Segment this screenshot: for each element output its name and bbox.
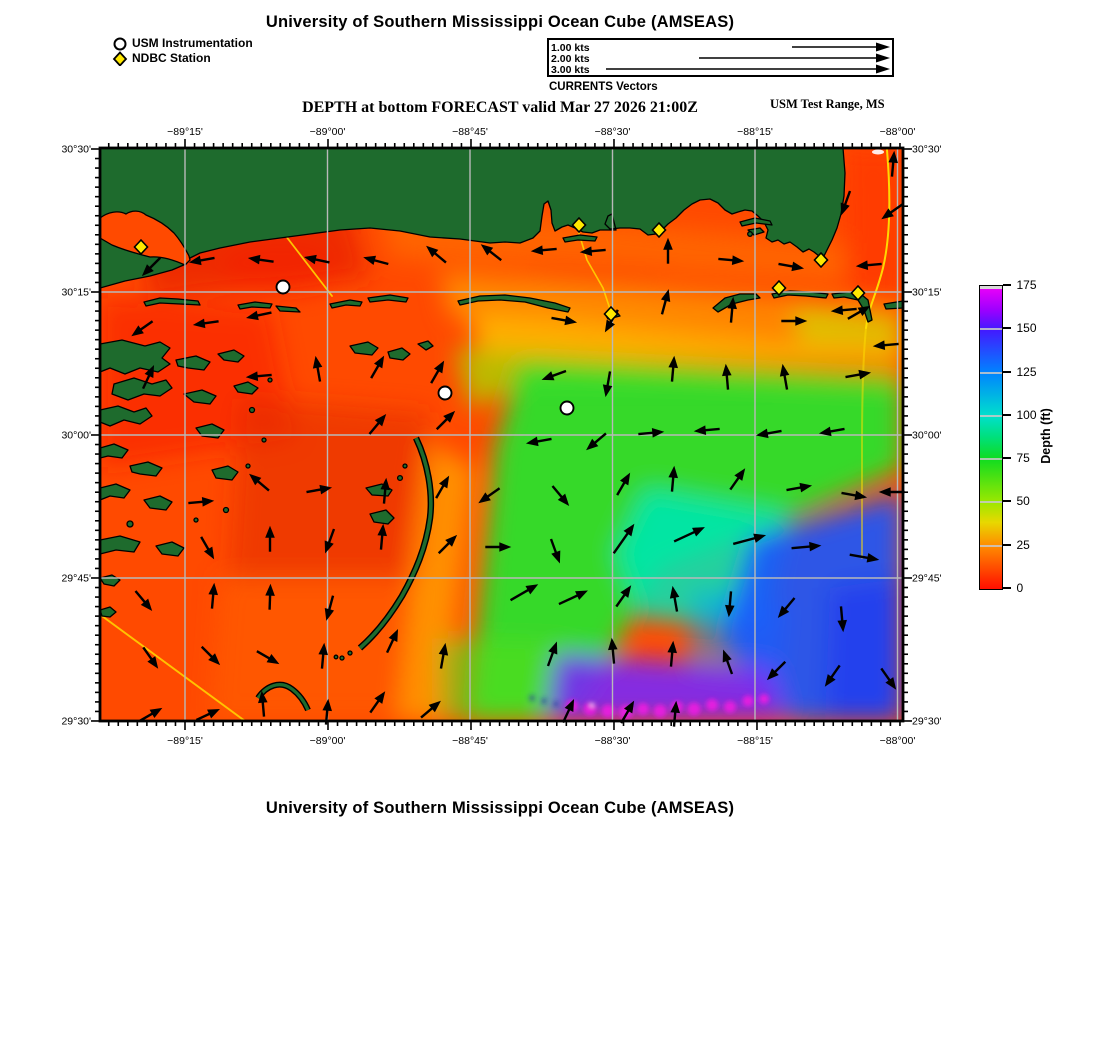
usm-station-marker [561,402,574,415]
svg-text:29°45': 29°45' [912,572,942,585]
svg-text:1.00 kts: 1.00 kts [551,41,590,54]
svg-text:2.00 kts: 2.00 kts [551,52,590,65]
svg-text:−89°15': −89°15' [167,735,203,747]
svg-text:−88°15': −88°15' [737,735,773,747]
svg-text:−88°00': −88°00' [879,735,916,747]
svg-text:−89°15': −89°15' [167,126,203,138]
currents-vectors-caption: CURRENTS Vectors [549,81,658,93]
legend-item-ndbc [112,51,253,66]
svg-text:29°30': 29°30' [912,715,942,728]
currents-vector-scale-box [547,38,894,77]
svg-text:3.00 kts: 3.00 kts [551,63,590,75]
svg-text:30°00': 30°00' [61,429,91,442]
svg-text:29°30': 29°30' [61,715,91,728]
usm-station-marker [439,387,452,400]
svg-text:29°45': 29°45' [61,572,91,585]
forecast-subtitle: DEPTH at bottom FORECAST valid Mar 27 2026 21:00Z [302,99,698,116]
svg-text:30°00': 30°00' [912,429,942,442]
ocean-forecast-page: University of Southern Mississippi Ocean Cube (AMSEAS) USM Instrumentation NDBC Station 1.00 kts 2.00 kts 3.00 kts CURRENTS Vectors DEPTH at bottom FORECAST valid Mar 27 2026 21:00Z USM Test Range, MS −89°15' −89°15' −89°00' −89°00' −88°45' −88°45' −88°30' −88°30' −88°15' −88°15' −88°00' −88°00' 30°30' 30°30' 30°15' 30°15' 30°00' 30°00' 29°45' 29°45' 29°30' 29°30' 0 25 50 75 100 125 150 175 Depth (ft) University of Southern Mississippi Ocean Cube (AMSEAS) [0,0,1100,1050]
legend-ndbc-label: NDBC Station [132,51,211,65]
map-area [40,118,1040,778]
colorbar-axis-label: Depth (ft) [1039,408,1053,464]
svg-text:−88°30': −88°30' [594,735,631,747]
legend-item-usm [112,36,253,51]
vector-scale-rows [549,40,892,75]
marker-legend [112,36,253,66]
svg-text:−88°15': −88°15' [737,126,773,138]
legend-usm-label: USM Instrumentation [132,36,253,50]
svg-text:−89°00': −89°00' [309,735,346,747]
svg-text:30°30': 30°30' [912,143,942,156]
footer-title: University of Southern Mississippi Ocean Cube (AMSEAS) [265,799,735,817]
ndbc-diamond-icon [112,51,129,66]
svg-text:30°30': 30°30' [61,143,91,156]
page-title: University of Southern Mississippi Ocean Cube (AMSEAS) [265,13,735,31]
svg-text:−89°00': −89°00' [309,126,346,138]
svg-text:30°15': 30°15' [912,286,942,299]
depth-colorbar [979,285,1003,590]
svg-text:−88°45': −88°45' [452,126,488,138]
usm-circle-icon [112,36,129,51]
depth-forecast-map [40,118,1040,778]
svg-text:30°15': 30°15' [61,286,91,299]
svg-text:−88°00': −88°00' [879,126,916,138]
svg-text:−88°30': −88°30' [594,126,631,138]
svg-text:−88°45': −88°45' [452,735,488,747]
usm-station-marker [277,281,290,294]
region-label: USM Test Range, MS [770,97,885,111]
